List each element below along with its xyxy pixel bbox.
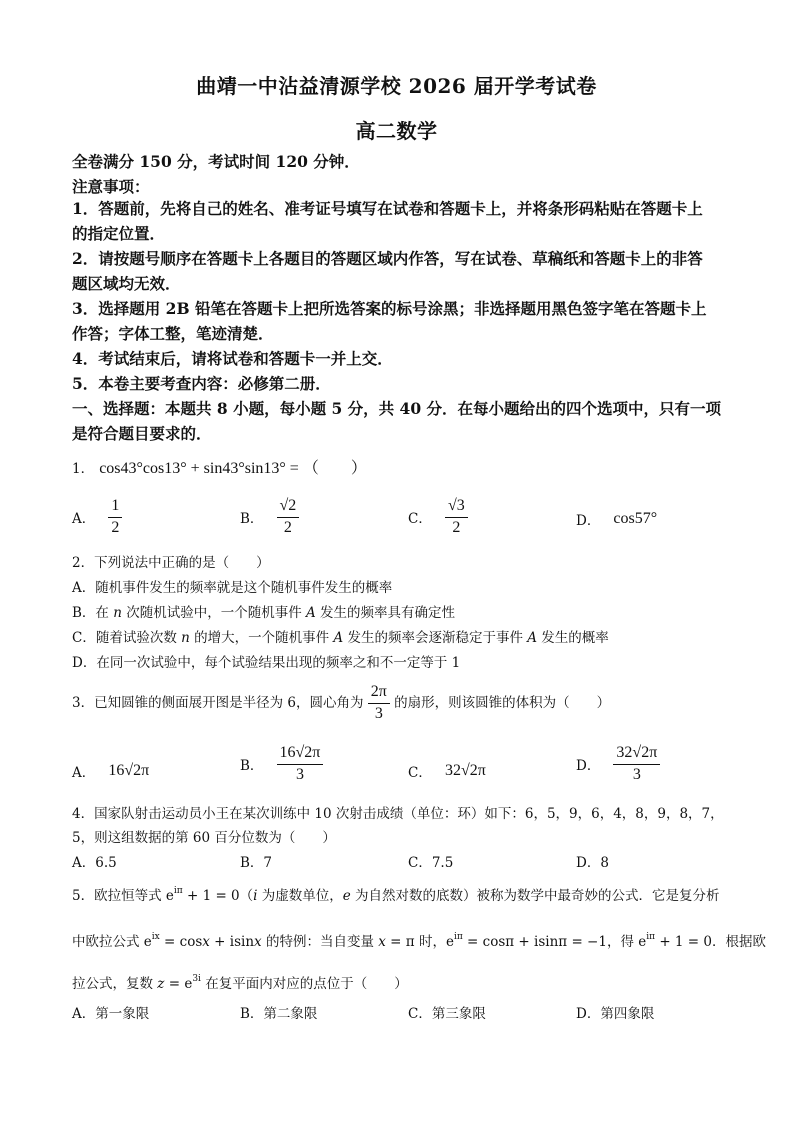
variable-a: A [306,605,316,621]
text-segment: = cosπ + isinπ = −1，得 e [462,934,647,950]
text-segment: + 1 = 0（ [182,888,254,904]
text-segment: 的扇形，则该圆锥的体积为（ ） [394,694,611,711]
question-1-option-d [576,508,657,529]
fraction [613,745,660,784]
notice-item-5: 5．本卷主要考查内容：必修第二册． [72,374,331,393]
text-segment: 在复平面内对应的点位于（ ） [200,976,408,992]
text-segment: = e [164,976,193,992]
fraction [277,498,300,537]
superscript: iπ [173,886,183,896]
question-4-option-c: C．7.5 [408,855,454,871]
question-3-option-b [240,745,323,784]
fraction-numerator: √2 [277,498,300,518]
question-4-option-d: D．8 [576,855,609,871]
question-2-option-c [72,626,609,646]
variable-z: z [157,976,165,992]
question-4-option-b: B．7 [240,855,273,871]
fraction [445,498,468,537]
exam-title: 曲靖一中沾益清源学校 2026 届开学考试卷 [196,74,597,98]
notice-item-2b: 题区域均无效． [72,274,181,293]
fraction-denominator: 3 [632,765,641,783]
fraction-numerator: √3 [445,498,468,518]
variable-x: x [254,934,262,950]
question-5-line-1 [72,884,720,904]
text-segment: 的特例：当自变量 [261,934,379,950]
superscript: ix [151,932,160,942]
question-5-option-d: D．第四象限 [576,1006,655,1022]
notice-item-2a: 2．请按题号顺序在答题卡上各题目的答题区域内作答，写在试卷、草稿纸和答题卡上的非答 [72,249,703,268]
text-segment: 次随机试验中，一个随机事件 [121,605,307,621]
fraction-numerator: 16√2π [277,745,324,765]
question-2-option-b [72,601,455,621]
question-3-option-d [576,745,660,784]
notice-item-3b: 作答；字体工整，笔迹清楚． [72,324,274,343]
fraction-denominator: 3 [295,765,304,783]
notice-item-3a: 3．选择题用 2B 铅笔在答题卡上把所选答案的标号涂黑；非选择题用黑色签字笔在答题卡上 [72,299,707,318]
superscript: iπ [453,932,463,942]
section-heading-a: 一、选择题：本题共 8 小题，每小题 5 分，共 40 分．在每小题给出的四个选项中，只有一项 [72,399,722,418]
notice-item-1a: 1．答题前，先将自己的姓名、准考证号填写在试卷和答题卡上，并将条形码粘贴在答题卡上 [72,199,703,218]
text-segment: C．随着试验次数 [72,630,182,646]
option-value: 32√2π [444,762,486,779]
fraction [108,498,122,537]
option-label: D． [576,512,601,529]
question-1-option-b [240,498,299,537]
option-label: D． [576,758,601,775]
question-4-option-a: A．6.5 [72,855,117,871]
option-label: B． [240,758,264,775]
text-segment: 拉公式，复数 [72,976,158,992]
text-segment: 发生的频率会逐渐稳定于事件 [343,630,528,646]
text-segment: = π 时，e [385,934,454,950]
question-2-option-a: A．随机事件发生的频率就是这个随机事件发生的概率 [72,580,393,596]
question-1-number: 1． [72,461,95,477]
option-value: 16√2π [108,762,150,779]
fraction-numerator: 32√2π [613,745,660,765]
question-4-stem-b: 5，则这组数据的第 60 百分位数为（ ） [72,830,336,846]
text-segment: 中欧拉公式 e [72,934,152,950]
notice-label: 注意事项： [72,177,150,196]
variable-n: n [113,605,122,621]
variable-x: x [202,934,210,950]
fraction-numerator: 1 [108,498,122,518]
notice-item-1b: 的指定位置． [72,224,166,243]
fraction [277,745,324,784]
section-heading-b: 是符合题目要求的． [72,424,212,443]
fraction-denominator: 2 [111,518,120,536]
option-label: C． [408,764,432,781]
question-5-line-2 [72,930,766,950]
question-3-stem [72,684,610,723]
score-line: 全卷满分 150 分，考试时间 120 分钟． [72,152,360,171]
text-segment: 的增大，一个随机事件 [189,630,334,646]
text-segment: 发生的频率具有确定性 [315,605,456,621]
fraction-numerator: 2π [368,684,390,704]
text-segment: + isin [209,934,255,950]
variable-x: x [378,934,386,950]
text-segment: 发生的概率 [537,630,609,646]
question-3-option-a [72,760,149,781]
option-label: A． [72,511,96,528]
text-segment: B．在 [72,605,114,621]
variable-a: A [527,630,538,646]
text-segment: + 1 = 0．根据欧 [655,934,766,950]
text-segment: 为自然对数的底数）被称为数学中最奇妙的公式．它是复分析 [350,888,720,904]
text-segment: 为虚数单位， [257,888,343,904]
question-2-stem: 2．下列说法中正确的是（ ） [72,555,270,571]
variable-n: n [181,630,190,646]
question-4-stem-a: 4．国家队射击运动员小王在某次训练中 10 次射击成绩（单位：环）如下：6，5，9，6，4，8，9，8，7， [72,806,724,822]
question-1-expression: cos43°cos13° + sin43°sin13° = （ ） [99,460,367,477]
exam-subtitle: 高二数学 [355,119,438,143]
question-5-option-c: C．第三象限 [408,1006,486,1022]
option-label: C． [408,511,432,528]
fraction-denominator: 2 [283,518,292,536]
question-5-option-a: A．第一象限 [72,1006,150,1022]
variable-i: i [253,888,258,904]
superscript: iπ [646,932,656,942]
option-label: B． [240,511,264,528]
text-segment: 5．欧拉恒等式 e [72,888,174,904]
variable-e: e [342,888,351,904]
fraction-denominator: 2 [452,518,461,536]
question-1-option-a [72,498,122,537]
option-label: A． [72,764,96,781]
option-value: cos57° [613,510,658,527]
notice-item-4: 4．考试结束后，请将试卷和答题卡一并上交． [72,349,393,368]
variable-a: A [333,630,344,646]
question-2-option-d: D．在同一次试验中，每个试验结果出现的频率之和不一定等于 1 [72,655,461,671]
question-3-option-c [408,760,486,781]
text-segment: = cos [159,934,203,950]
fraction-denominator: 3 [374,704,383,722]
question-5-line-3 [72,972,408,992]
fraction [368,684,390,723]
text-segment: 3．已知圆锥的侧面展开图是半径为 6，圆心角为 [72,694,364,711]
superscript: 3i [192,974,201,984]
question-5-option-b: B．第二象限 [240,1006,318,1022]
question-1-stem [72,455,367,478]
question-1-option-c [408,498,468,537]
